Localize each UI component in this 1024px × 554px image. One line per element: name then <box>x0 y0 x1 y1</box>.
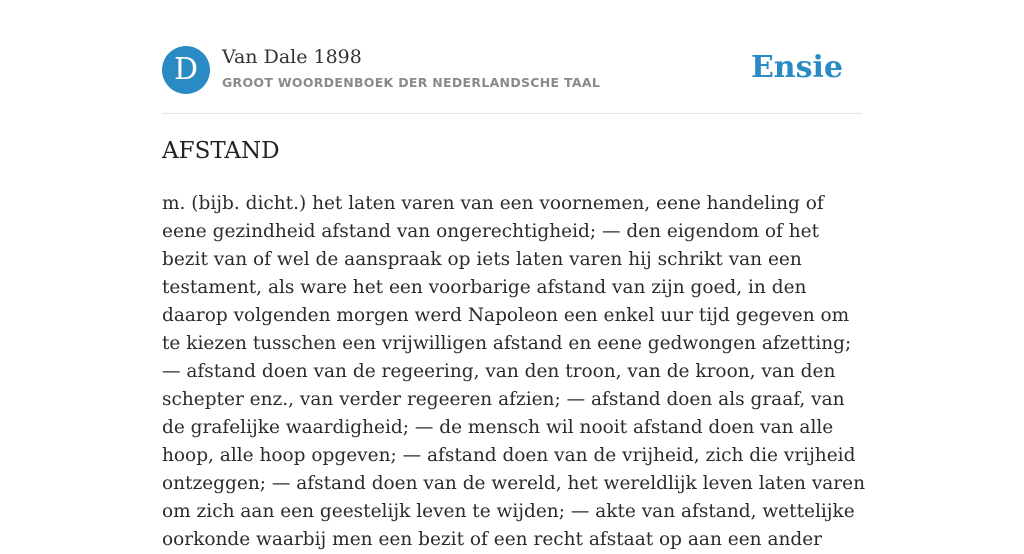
header-divider <box>162 113 862 114</box>
entry-definition: m. (bijb. dicht.) het laten varen van een voornemen, eene handeling of eene gezindheid afstand van ongerechtigheid; — den eigendom of het bezit van of wel de aanspraak op iets laten varen hij schrikt van een testament, als ware het een voorbarige afstand van zijn goed, in den daarop volgenden morgen werd Napoleon een enkel uur tijd gegeven om te kiezen tusschen een vrijwilligen afstand en eene gedwongen afzetting; — afstand doen van de regeering, van den troon, van de kroon, van den schepter enz., van verder regeeren afzien; — afstand doen als graaf, van de grafelijke waardigheid; — de mensch wil nooit afstand doen van alle hoop, alle hoop opgeven; — afstand doen van de vrijheid, zich die vrijheid ontzeggen; — afstand doen van de wereld, het wereldlijk leven laten varen om zich aan een geestelijk leven te wijden; — akte van afstand, wettelijke oorkonde waarbij men een bezit of een recht afstaat op aan een ander <box>162 193 866 550</box>
source-avatar: D <box>162 46 210 94</box>
source-title[interactable]: Van Dale 1898 <box>222 46 362 68</box>
source-header <box>162 46 862 96</box>
entry-headword: AFSTAND <box>162 138 280 164</box>
source-subtitle: GROOT WOORDENBOEK DER NEDERLANDSCHE TAAL <box>222 75 601 90</box>
brand-logo[interactable]: Ensie <box>750 50 843 85</box>
